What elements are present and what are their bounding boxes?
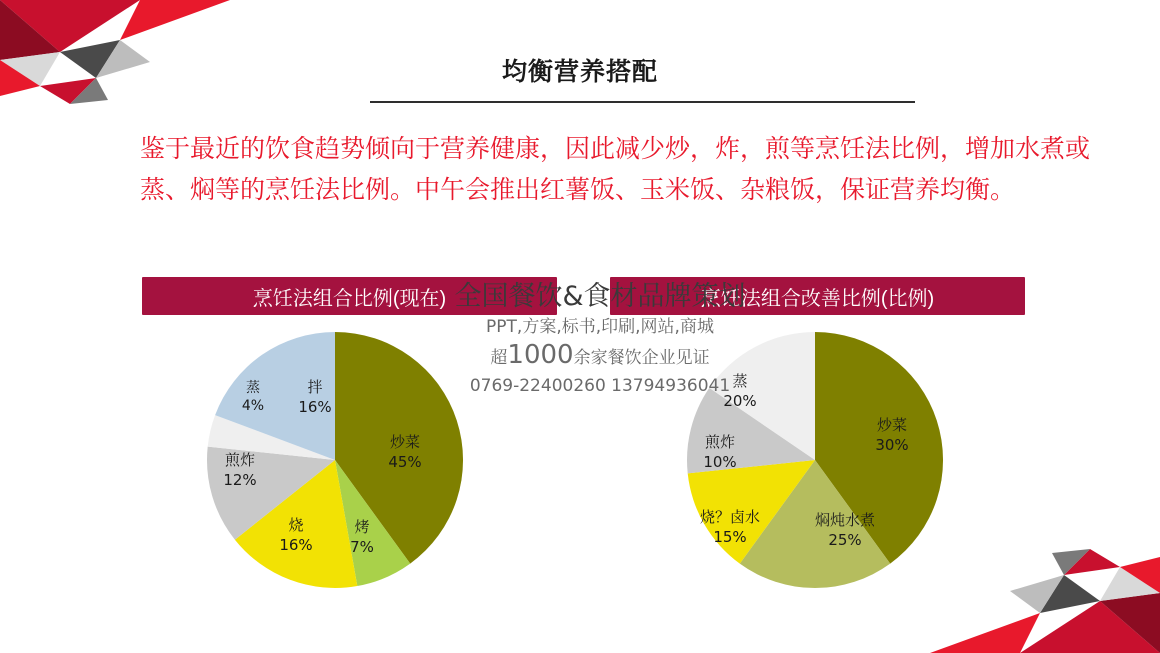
pie-label-left-3: 煎炸 bbox=[224, 451, 256, 469]
pie-label-left-0-value: 45% bbox=[388, 453, 422, 471]
watermark-line-2: PPT,方案,标书,印刷,网站,商城 bbox=[486, 317, 714, 337]
body-paragraph: 鉴于最近的饮食趋势倾向于营养健康，因此减少炒，炸，煎等烹饪法比例，增加水煮或蒸、焖等的烹饪法比例。中午会推出红薯饭、玉米饭、杂粮饭，保证营养均衡。 bbox=[140, 134, 1091, 204]
pie-label-left-5: 拌 bbox=[307, 378, 323, 396]
pie-label-left-2: 烧 bbox=[288, 516, 304, 534]
pie-label-right-1-value: 25% bbox=[828, 531, 862, 549]
pie-label-right-4-value: 20% bbox=[723, 392, 757, 410]
watermark-line-3-suffix: 余家餐饮企业见证 bbox=[573, 348, 710, 368]
pie-label-right-1: 焖炖水煮 bbox=[814, 511, 876, 529]
watermark-line-1: 全国餐饮&食材品牌策划 bbox=[454, 281, 746, 312]
pie-label-left-1-value: 7% bbox=[350, 538, 374, 556]
page-title: 均衡营养搭配 bbox=[501, 58, 658, 86]
chart-title-right: 烹饪法组合改善比例(比例) bbox=[610, 277, 1025, 315]
pie-label-right-2: 烧？卤水 bbox=[699, 508, 761, 526]
pie-label-right-2-value: 15% bbox=[713, 528, 747, 546]
watermark-line-3-prefix: 超 bbox=[490, 348, 508, 368]
chart-title-left: 烹饪法组合比例(现在) bbox=[142, 277, 557, 315]
pie-label-left-4: 蒸 bbox=[246, 380, 260, 396]
watermark-line-3-number: 1000 bbox=[507, 340, 574, 370]
watermark-line-4: 0769-22400260 13794936041 bbox=[469, 376, 731, 396]
page-title-wrap bbox=[0, 56, 1160, 88]
pie-label-right-0: 炒菜 bbox=[876, 416, 908, 434]
pie-label-left-1: 烤 bbox=[354, 518, 370, 536]
pie-label-left-3-value: 12% bbox=[223, 471, 257, 489]
pie-label-left-2-value: 16% bbox=[279, 536, 313, 554]
pie-label-right-3: 煎炸 bbox=[704, 433, 736, 451]
pie-label-left-5-value: 16% bbox=[298, 398, 332, 416]
pie-label-right-4: 蒸 bbox=[732, 372, 748, 390]
pie-label-right-3-value: 10% bbox=[703, 453, 737, 471]
title-divider bbox=[370, 101, 915, 103]
pie-label-left-4-value: 4% bbox=[241, 398, 265, 414]
pie-label-left-0: 炒菜 bbox=[389, 433, 421, 451]
pie-chart-right bbox=[600, 310, 1070, 640]
pie-label-right-0-value: 30% bbox=[875, 436, 909, 454]
pie-chart-left bbox=[120, 310, 590, 640]
